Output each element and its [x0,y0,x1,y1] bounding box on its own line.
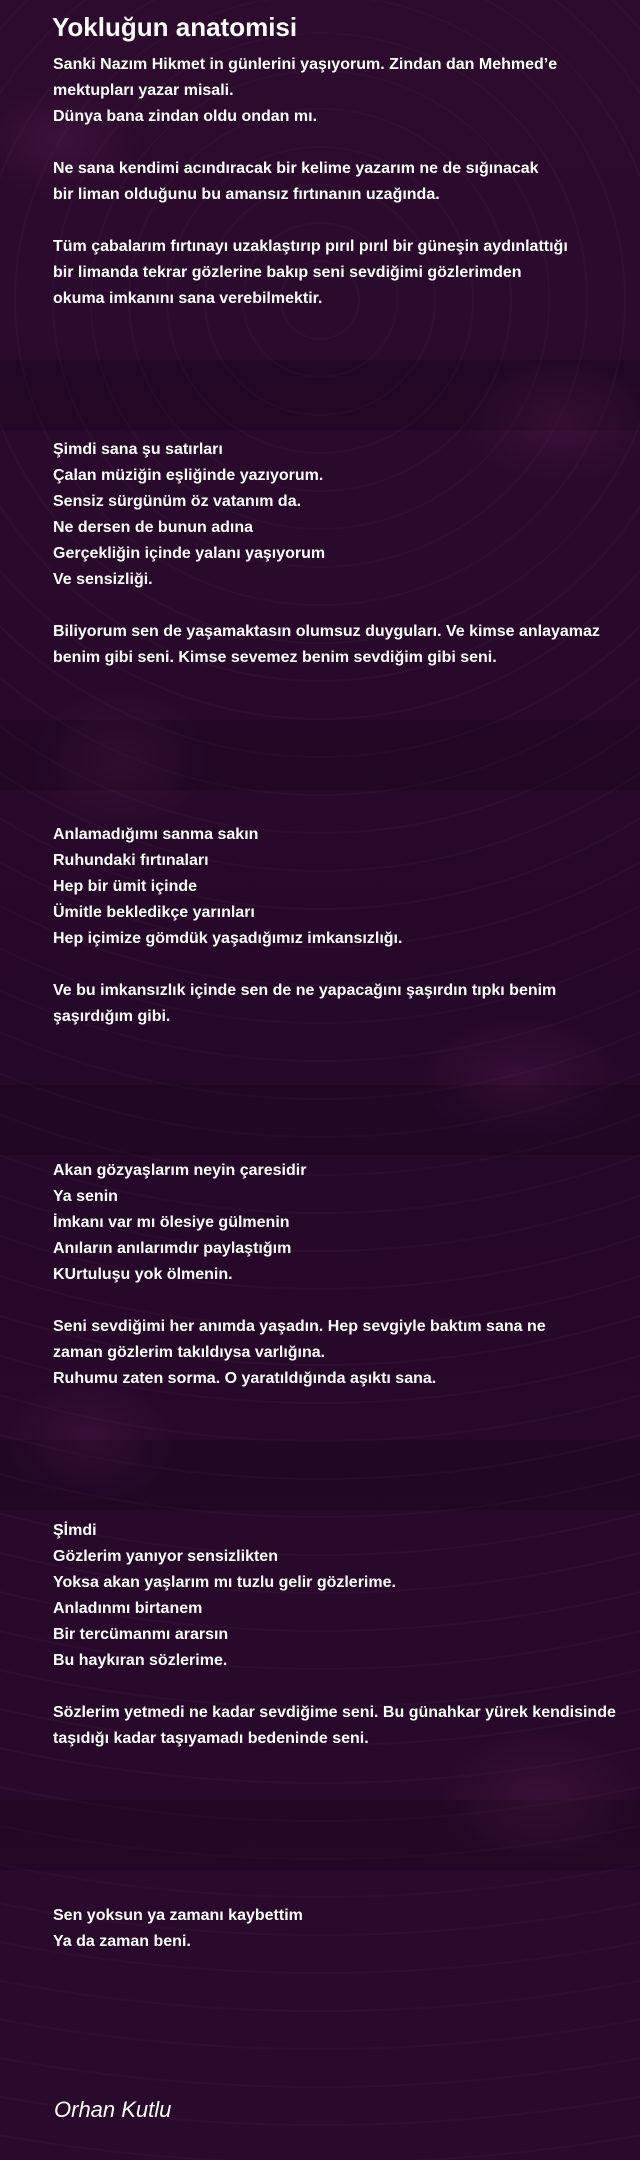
poem-line: taşıdığı kadar taşıyamadı bedeninde seni. [53,1730,369,1747]
poem-line: şaşırdığım gibi. [53,1008,171,1025]
poem-line: İmkanı var mı ölesiye gülmenin [53,1214,290,1231]
poem-line [53,1288,623,1314]
poem-line [53,1674,623,1700]
poem-line: Anlamadığımı sanma sakın [53,826,259,843]
poem-line: Sanki Nazım Hikmet in günlerini yaşıyorum. Zindan dan Mehmed’e [53,56,558,73]
poem-line: Ruhundaki fırtınaları [53,852,209,869]
poem-title: Yokluğun anatomisi [52,12,298,42]
poem-line: Sen yoksun ya zamanı kaybettim [53,1907,303,1924]
poem-line: Şimdi sana şu satırları [53,441,223,458]
poem-line: okuma imkanını sana verebilmektir. [53,290,323,307]
poem-line: Tüm çabalarım fırtınayı uzaklaştırıp pırıl pırıl bir güneşin aydınlattığı [53,238,568,255]
poem-line [53,952,623,978]
poem-line: Ya da zaman beni. [53,1933,191,1950]
poem-line: bir limanda tekrar gözlerine bakıp seni sevdiğimi gözlerimden [53,264,522,281]
poem-line: Sensiz sürgünüm öz vatanım da. [53,493,302,510]
stanza-1 [53,52,623,312]
poem-line: Ve bu imkansızlık içinde sen de ne yapacağını şaşırdın tıpkı benim [53,982,557,999]
poem-line: Şİmdi [53,1522,97,1539]
poem-line: benim gibi seni. Kimse sevemez benim sevdiğim gibi seni. [53,649,497,666]
poem-line [53,208,623,234]
stanza-5 [53,1518,623,1752]
poem-line: mektupları yazar misali. [53,82,234,99]
stanza-3 [53,822,623,1030]
author-name: Orhan Kutlu [54,2097,172,2122]
poem-line [53,130,623,156]
background-band [0,1085,640,1155]
poem-line: Akan gözyaşlarım neyin çaresidir [53,1162,307,1179]
poem-line: Hep bir ümit içinde [53,878,198,895]
poem-line: Ve sensizliği. [53,571,153,588]
poem-line: Gerçekliğin içinde yalanı yaşıyorum [53,545,326,562]
poem-line: Ne dersen de bunun adına [53,519,254,536]
stanza-4 [53,1158,623,1392]
stanza-2 [53,437,623,671]
poem-line [53,593,623,619]
background-band [0,1440,640,1510]
poem-line: Ümitle bekledikçe yarınları [53,904,255,921]
poem-line: Anladınmı birtanem [53,1600,203,1617]
poem-line: Yoksa akan yaşlarım mı tuzlu gelir gözlerime. [53,1574,396,1591]
poem-line: Hep içimize gömdük yaşadığımız imkansızlığı. [53,930,403,947]
poem-line: bir liman olduğunu bu amansız fırtınanın uzağında. [53,186,440,203]
poem-line: Seni sevdiğimi her anımda yaşadın. Hep sevgiyle baktım sana ne [53,1318,546,1335]
background-band [0,360,640,430]
stanza-6 [53,1903,623,1955]
poem-line: Biliyorum sen de yaşamaktasın olumsuz duyguları. Ve kimse anlayamaz [53,623,600,640]
poem-line: Bir tercümanmı ararsın [53,1626,229,1643]
poem-line: KUrtuluşu yok ölmenin. [53,1266,233,1283]
background-band [0,1800,640,1870]
poem-line: Anıların anılarımdır paylaştığım [53,1240,292,1257]
poem-line: Gözlerim yanıyor sensizlikten [53,1548,278,1565]
poem-line: Çalan müziğin eşliğinde yazıyorum. [53,467,324,484]
poem-line: Sözlerim yetmedi ne kadar sevdiğime seni. Bu günahkar yürek kendisinde [53,1704,616,1721]
background-band [0,720,640,790]
poem-line: Dünya bana zindan oldu ondan mı. [53,108,318,125]
poem-line: zaman gözlerim takıldıysa varlığına. [53,1344,326,1361]
poem-line: Ne sana kendimi acındıracak bir kelime yazarım ne de sığınacak [53,160,539,177]
poem-line: Ruhumu zaten sorma. O yaratıldığında aşıktı sana. [53,1370,437,1387]
poem-line: Ya senin [53,1188,118,1205]
poem-line: Bu haykıran sözlerime. [53,1652,228,1669]
